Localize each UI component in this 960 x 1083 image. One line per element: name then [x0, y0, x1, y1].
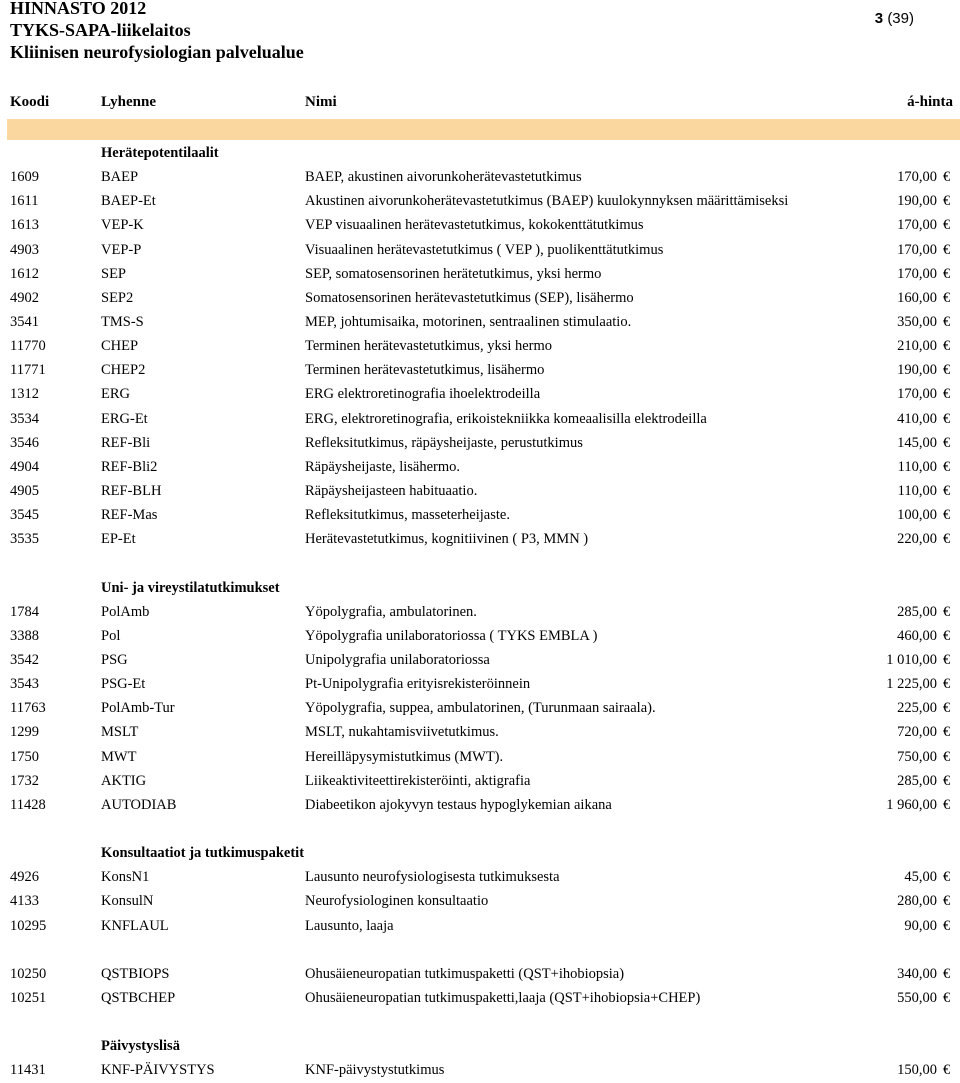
- service-price: 220,00: [897, 531, 937, 548]
- page-current: 3: [874, 10, 884, 27]
- section-title: Herätepotentilaalit: [101, 145, 219, 161]
- service-price: 550,00: [897, 989, 937, 1006]
- service-abbreviation: KNFLAUL: [101, 917, 169, 934]
- table-row: [0, 190, 960, 214]
- service-code: 10250: [10, 965, 47, 982]
- service-name: Räpäysheijasteen habituaatio.: [305, 482, 478, 499]
- service-abbreviation: KNF-PÄIVYSTYS: [101, 1062, 215, 1079]
- service-price: 285,00: [897, 603, 937, 620]
- service-name: Refleksitutkimus, masseterheijaste.: [305, 507, 510, 524]
- service-name: KNF-päivystystutkimus: [305, 1062, 445, 1079]
- service-abbreviation: AUTODIAB: [101, 796, 177, 813]
- service-code: 3388: [10, 627, 39, 644]
- service-abbreviation: REF-Bli2: [101, 458, 158, 475]
- service-price: 340,00: [897, 965, 937, 982]
- service-price: 110,00: [897, 482, 937, 499]
- table-row: [0, 697, 960, 721]
- service-name: Herätevastetutkimus, kognitiivinen ( P3, MMN ): [305, 531, 589, 548]
- currency-symbol: €: [943, 410, 951, 427]
- service-abbreviation: VEP-P: [101, 241, 142, 258]
- service-price: 750,00: [897, 748, 937, 765]
- service-abbreviation: ERG: [101, 386, 130, 403]
- currency-symbol: €: [943, 796, 951, 813]
- service-price: 225,00: [897, 700, 937, 717]
- service-code: 3545: [10, 507, 39, 524]
- table-row: [0, 239, 960, 263]
- page-number: [875, 10, 914, 27]
- table-row: [0, 456, 960, 480]
- service-code: 1750: [10, 748, 39, 765]
- table-row: [0, 601, 960, 625]
- service-price: 170,00: [897, 217, 937, 234]
- column-header-abbreviation: Lyhenne: [101, 94, 157, 110]
- table-row: [0, 359, 960, 383]
- organization-name: TYKS-SAPA-liikelaitos: [10, 20, 191, 40]
- service-code: 10295: [10, 917, 47, 934]
- service-price: 100,00: [897, 507, 937, 524]
- service-price: 460,00: [897, 627, 937, 644]
- table-row: [0, 311, 960, 335]
- currency-symbol: €: [943, 676, 951, 693]
- currency-symbol: €: [943, 386, 951, 403]
- service-code: 1784: [10, 603, 39, 620]
- service-abbreviation: EP-Et: [101, 531, 136, 548]
- service-code: 11431: [10, 1062, 46, 1079]
- service-code: 3542: [10, 651, 39, 668]
- service-price: 170,00: [897, 265, 937, 282]
- service-name: Visuaalinen herätevastetutkimus ( VEP ), puolikenttätutkimus: [305, 241, 664, 258]
- service-abbreviation: ERG-Et: [101, 410, 148, 427]
- service-code: 11770: [10, 338, 46, 355]
- section-title: Uni- ja vireystilatutkimukset: [101, 579, 280, 596]
- service-price: 150,00: [897, 1062, 937, 1079]
- table-row: [0, 625, 960, 649]
- table-row: [0, 915, 960, 939]
- service-abbreviation: BAEP-Et: [101, 193, 156, 210]
- service-name: Hereilläpysymistutkimus (MWT).: [305, 748, 504, 765]
- service-price: 410,00: [897, 410, 937, 427]
- table-row: [0, 528, 960, 552]
- service-price: 350,00: [897, 313, 937, 330]
- column-header-row: [0, 94, 960, 116]
- document-header: [10, 0, 304, 63]
- currency-symbol: €: [943, 748, 951, 765]
- column-header-name: Nimi: [305, 94, 337, 110]
- spacer-row: [0, 818, 960, 842]
- service-price: 90,00: [904, 917, 937, 934]
- service-name: SEP, somatosensorinen herätetutkimus, yksi hermo: [305, 265, 602, 282]
- service-abbreviation: QSTBIOPS: [101, 965, 170, 982]
- service-abbreviation: Pol: [101, 627, 121, 644]
- service-code: 3541: [10, 313, 39, 330]
- service-code: 1613: [10, 217, 39, 234]
- table-row: [0, 987, 960, 1011]
- service-name: MEP, johtumisaika, motorinen, sentraalinen stimulaatio.: [305, 313, 632, 330]
- service-abbreviation: KonsulN: [101, 893, 154, 910]
- service-code: 1609: [10, 169, 39, 186]
- table-row: [0, 432, 960, 456]
- currency-symbol: €: [943, 603, 951, 620]
- service-price: 145,00: [897, 434, 937, 451]
- currency-symbol: €: [943, 458, 951, 475]
- page-total: (39): [887, 10, 914, 27]
- service-price: 285,00: [897, 772, 937, 789]
- service-abbreviation: KonsN1: [101, 869, 150, 886]
- table-row: [0, 866, 960, 890]
- section-title: Päivystyslisä: [101, 1038, 180, 1055]
- service-name: Ohusäieneuropatian tutkimuspaketti,laaja (QST+ihobiopsia+CHEP): [305, 989, 701, 1006]
- service-abbreviation: CHEP2: [101, 362, 146, 379]
- currency-symbol: €: [943, 338, 951, 355]
- service-abbreviation: PSG-Et: [101, 676, 146, 693]
- service-price: 1 010,00: [886, 651, 937, 668]
- service-abbreviation: PolAmb: [101, 603, 150, 620]
- table-row: [0, 480, 960, 504]
- service-abbreviation: REF-Mas: [101, 507, 158, 524]
- service-code: 3535: [10, 531, 39, 548]
- currency-symbol: €: [943, 531, 951, 548]
- document-title: HINNASTO 2012: [10, 0, 147, 18]
- service-name: MSLT, nukahtamisviivetutkimus.: [305, 724, 499, 741]
- service-price: 1 225,00: [886, 676, 937, 693]
- service-name: Lausunto, laaja: [305, 917, 394, 934]
- service-name: Yöpolygrafia unilaboratoriossa ( TYKS EMBLA ): [305, 627, 598, 644]
- currency-symbol: €: [943, 265, 951, 282]
- service-price: 170,00: [897, 169, 937, 186]
- spacer-row: [0, 939, 960, 963]
- currency-symbol: €: [943, 700, 951, 717]
- service-code: 4903: [10, 241, 39, 258]
- service-name: Refleksitutkimus, räpäysheijaste, perustutkimus: [305, 434, 583, 451]
- currency-symbol: €: [943, 1062, 951, 1079]
- service-price: 280,00: [897, 893, 937, 910]
- service-abbreviation: MSLT: [101, 724, 139, 741]
- currency-symbol: €: [943, 627, 951, 644]
- service-name: Terminen herätevastetutkimus, lisähermo: [305, 362, 545, 379]
- service-abbreviation: QSTBCHEP: [101, 989, 176, 1006]
- service-name: Lausunto neurofysiologisesta tutkimuksesta: [305, 869, 560, 886]
- spacer-row: [0, 1011, 960, 1035]
- service-code: 4904: [10, 458, 39, 475]
- service-abbreviation: PSG: [101, 651, 128, 668]
- service-name: Ohusäieneuropatian tutkimuspaketti (QST+ihobiopsia): [305, 965, 625, 982]
- service-price: 45,00: [904, 869, 937, 886]
- service-abbreviation: REF-Bli: [101, 434, 151, 451]
- service-name: Akustinen aivorunkoherätevastetutkimus (BAEP) kuulokynnyksen määrittämiseksi: [305, 193, 789, 210]
- table-row: [0, 746, 960, 770]
- service-name: Pt-Unipolygrafia erityisrekisteröinnein: [305, 676, 531, 693]
- service-price: 1 960,00: [886, 796, 937, 813]
- service-abbreviation: AKTIG: [101, 772, 147, 789]
- service-price: 170,00: [897, 386, 937, 403]
- service-name: Räpäysheijaste, lisähermo.: [305, 458, 461, 475]
- spacer-row: [0, 552, 960, 576]
- table-row: [0, 794, 960, 818]
- service-price: 160,00: [897, 289, 937, 306]
- service-abbreviation: SEP: [101, 265, 126, 282]
- service-name: Diabeetikon ajokyvyn testaus hypoglykemian aikana: [305, 796, 612, 813]
- service-code: 11428: [10, 796, 46, 813]
- table-row: [0, 649, 960, 673]
- service-name: VEP visuaalinen herätevastetutkimus, kokokenttätutkimus: [305, 217, 644, 234]
- column-header-price: á-hinta: [907, 94, 953, 110]
- service-code: 1612: [10, 265, 39, 282]
- table-row: [0, 721, 960, 745]
- service-code: 1611: [10, 193, 39, 210]
- service-name: Neurofysiologinen konsultaatio: [305, 893, 489, 910]
- currency-symbol: €: [943, 241, 951, 258]
- table-row: [0, 963, 960, 987]
- service-code: 4133: [10, 893, 39, 910]
- service-code: 1312: [10, 386, 39, 403]
- service-name: Somatosensorinen herätevastetutkimus (SEP), lisähermo: [305, 289, 634, 306]
- service-code: 4926: [10, 869, 39, 886]
- service-name: Yöpolygrafia, ambulatorinen.: [305, 603, 477, 620]
- table-row: [0, 890, 960, 914]
- table-row: [0, 335, 960, 359]
- service-name: Unipolygrafia unilaboratoriossa: [305, 651, 490, 668]
- table-row: [0, 383, 960, 407]
- section-heading-row: [0, 842, 960, 866]
- currency-symbol: €: [943, 724, 951, 741]
- service-price: 190,00: [897, 193, 937, 210]
- header-color-band: [7, 119, 960, 140]
- currency-symbol: €: [943, 313, 951, 330]
- currency-symbol: €: [943, 917, 951, 934]
- currency-symbol: €: [943, 869, 951, 886]
- column-header-code: Koodi: [10, 94, 50, 110]
- currency-symbol: €: [943, 193, 951, 210]
- service-abbreviation: VEP-K: [101, 217, 144, 234]
- table-row: [0, 214, 960, 238]
- service-price: 210,00: [897, 338, 937, 355]
- service-abbreviation: BAEP: [101, 169, 139, 186]
- currency-symbol: €: [943, 482, 951, 499]
- service-code: 3543: [10, 676, 39, 693]
- service-code: 3546: [10, 434, 39, 451]
- currency-symbol: €: [943, 989, 951, 1006]
- currency-symbol: €: [943, 893, 951, 910]
- currency-symbol: €: [943, 169, 951, 186]
- table-row: [0, 166, 960, 190]
- service-code: 11771: [10, 362, 46, 379]
- service-abbreviation: REF-BLH: [101, 482, 162, 499]
- service-name: ERG, elektroretinografia, erikoistekniikka komeaalisilla elektrodeilla: [305, 410, 707, 427]
- service-abbreviation: SEP2: [101, 289, 134, 306]
- service-code: 11763: [10, 700, 46, 717]
- table-row: [0, 263, 960, 287]
- service-name: BAEP, akustinen aivorunkoherätevastetutkimus: [305, 169, 582, 186]
- currency-symbol: €: [943, 434, 951, 451]
- currency-symbol: €: [943, 772, 951, 789]
- section-title: Konsultaatiot ja tutkimuspaketit: [101, 845, 305, 862]
- department-name: Kliinisen neurofysiologian palvelualue: [10, 42, 304, 62]
- currency-symbol: €: [943, 289, 951, 306]
- table-row: [0, 287, 960, 311]
- currency-symbol: €: [943, 965, 951, 982]
- service-price: 720,00: [897, 724, 937, 741]
- service-code: 10251: [10, 989, 47, 1006]
- section-heading-row: [0, 577, 960, 601]
- section-heading-row: [0, 142, 960, 166]
- price-table: [0, 142, 960, 1083]
- service-price: 170,00: [897, 241, 937, 258]
- currency-symbol: €: [943, 217, 951, 234]
- service-name: Yöpolygrafia, suppea, ambulatorinen, (Turunmaan sairaala).: [305, 700, 656, 717]
- service-code: 3534: [10, 410, 39, 427]
- currency-symbol: €: [943, 362, 951, 379]
- currency-symbol: €: [943, 507, 951, 524]
- table-row: [0, 1059, 960, 1083]
- service-price: 190,00: [897, 362, 937, 379]
- service-abbreviation: CHEP: [101, 338, 139, 355]
- service-abbreviation: PolAmb-Tur: [101, 700, 175, 717]
- service-code: 4905: [10, 482, 39, 499]
- section-heading-row: [0, 1035, 960, 1059]
- currency-symbol: €: [943, 651, 951, 668]
- service-name: Liikeaktiviteettirekisteröinti, aktigrafia: [305, 772, 531, 789]
- service-name: ERG elektroretinografia ihoelektrodeilla: [305, 386, 541, 403]
- service-code: 1299: [10, 724, 39, 741]
- service-code: 4902: [10, 289, 39, 306]
- table-row: [0, 673, 960, 697]
- table-row: [0, 770, 960, 794]
- service-code: 1732: [10, 772, 39, 789]
- service-abbreviation: TMS-S: [101, 313, 144, 330]
- service-name: Terminen herätevastetutkimus, yksi hermo: [305, 338, 553, 355]
- service-price: 110,00: [897, 458, 937, 475]
- table-row: [0, 504, 960, 528]
- service-abbreviation: MWT: [101, 748, 137, 765]
- table-row: [0, 408, 960, 432]
